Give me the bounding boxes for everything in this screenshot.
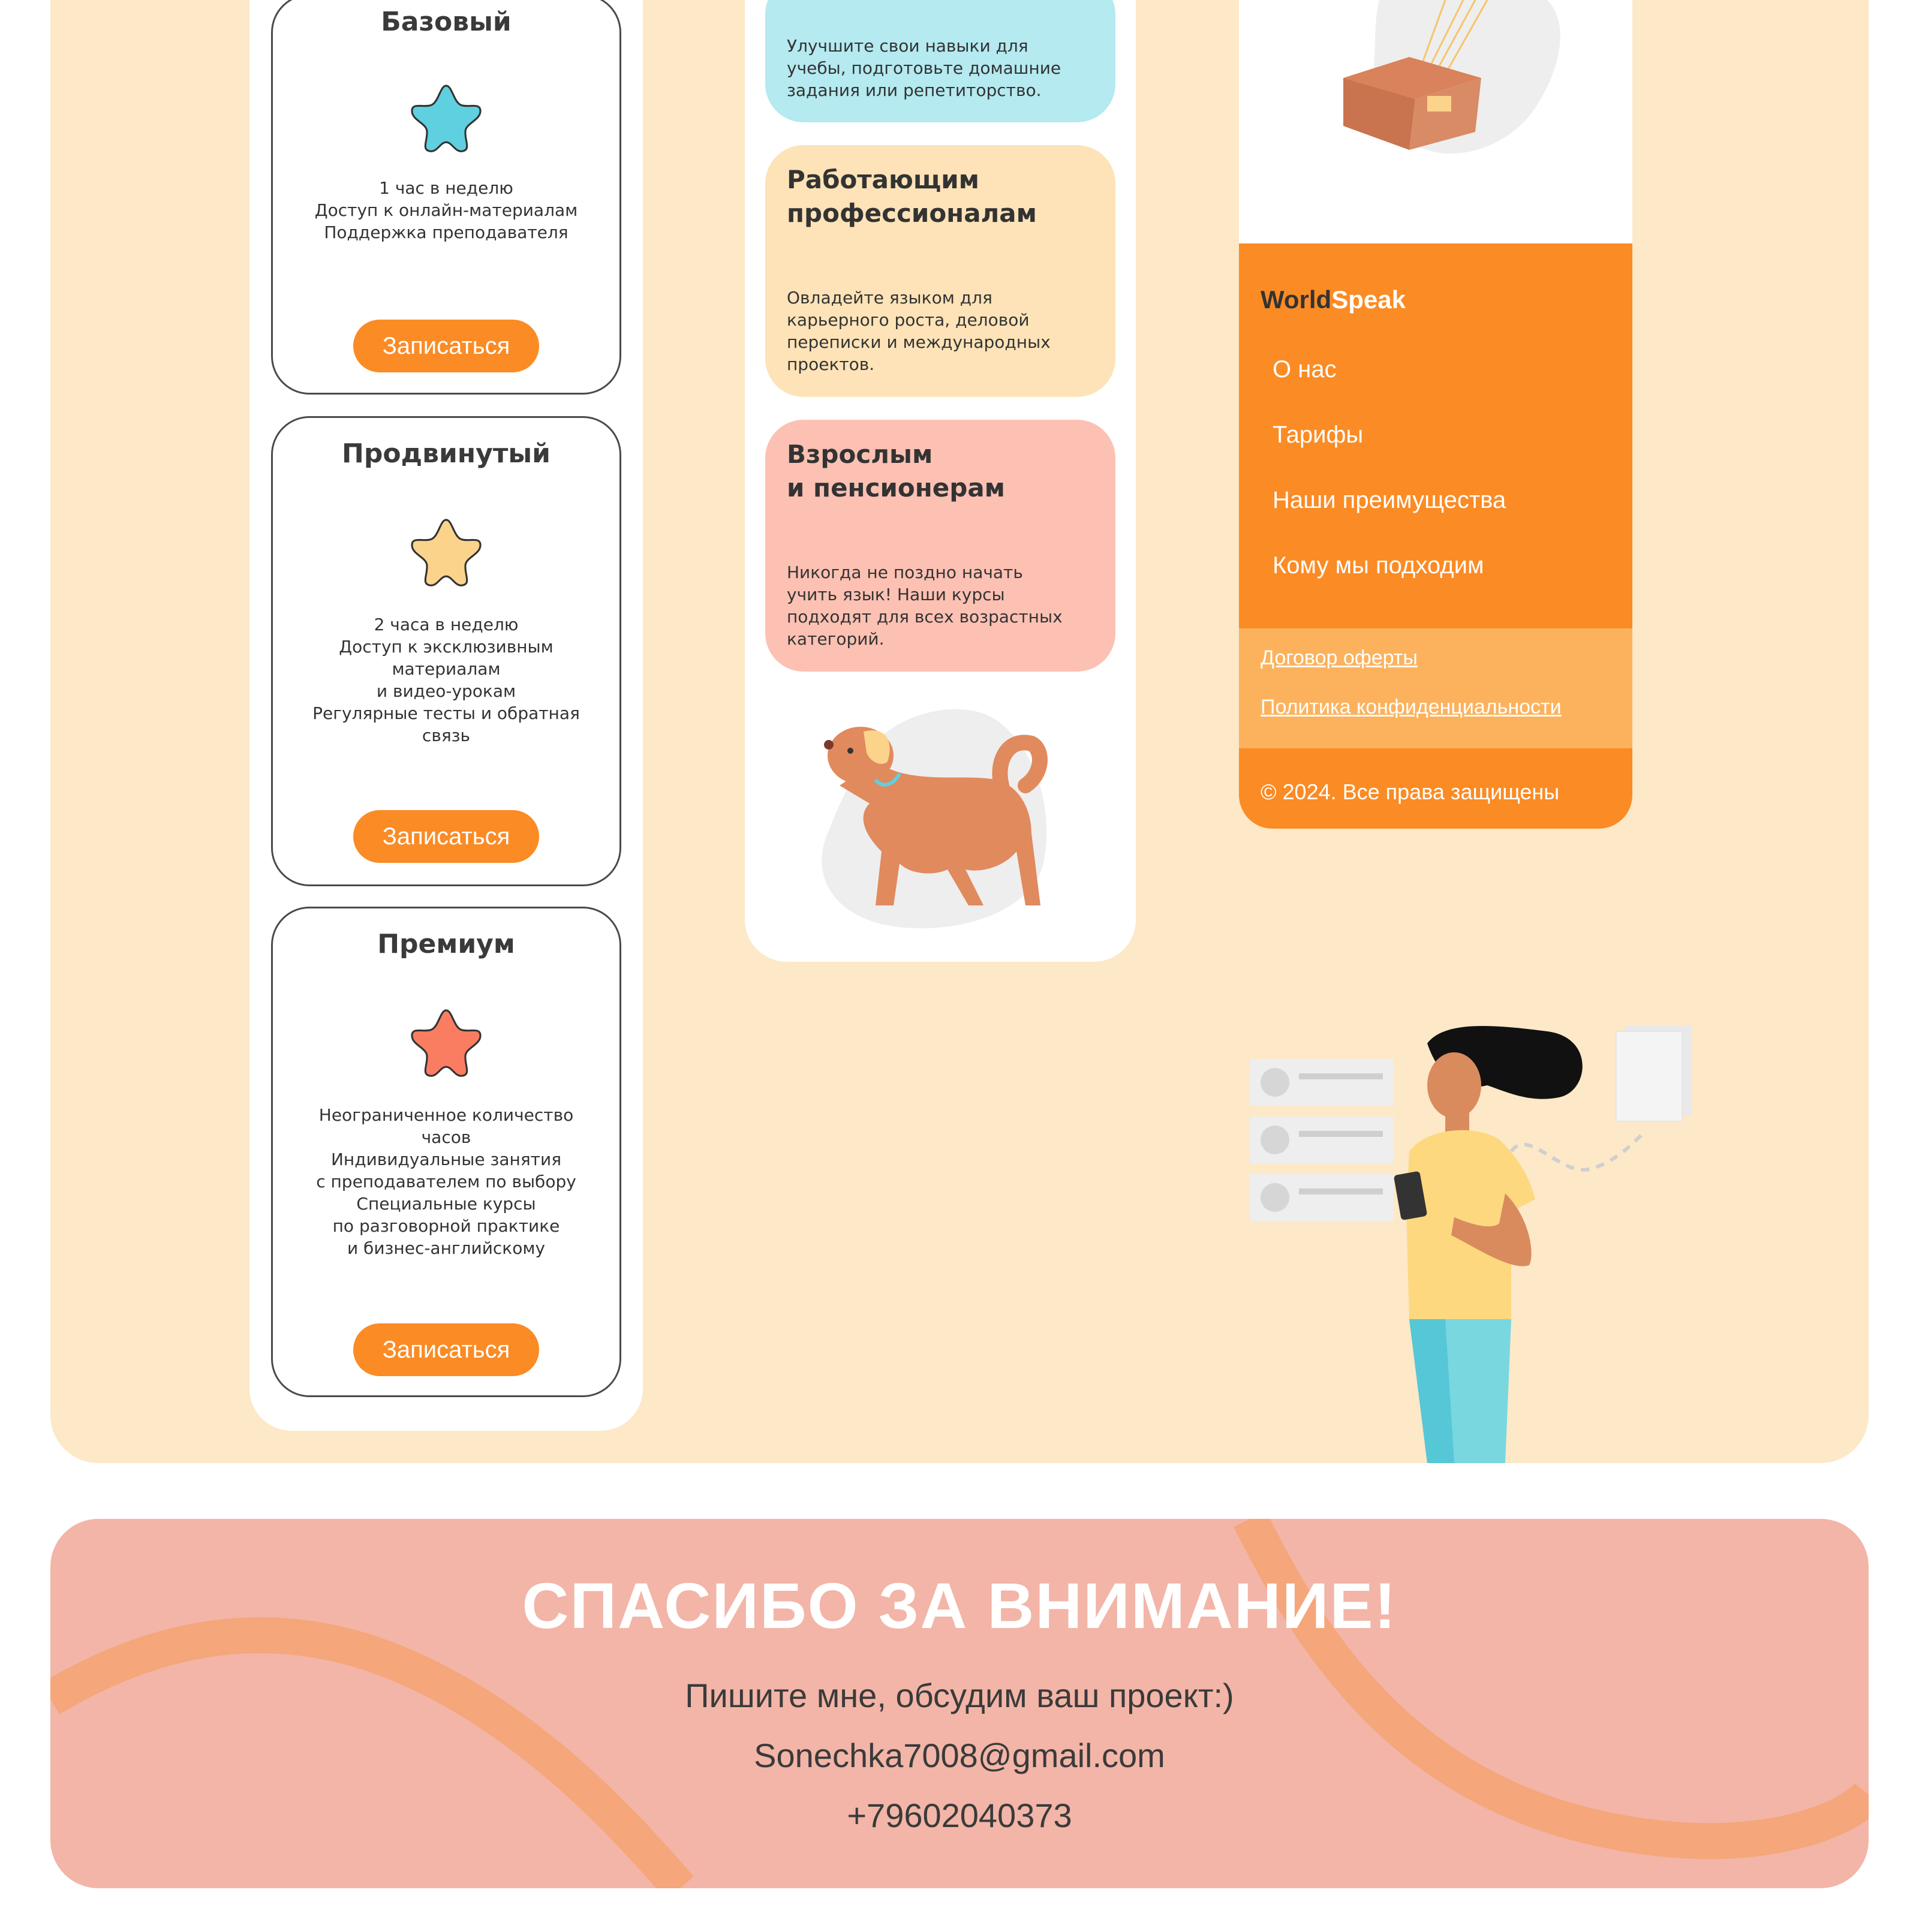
plan-features [309,1104,583,1259]
feature-line: связь [422,726,471,745]
nav-link-pricing[interactable]: Тарифы [1273,422,1364,448]
feature-line: 1 час в неделю [379,178,513,198]
nav-link-advantages[interactable]: Наши преимущества [1273,487,1506,513]
offer-agreement-link[interactable]: Договор оферты [1261,646,1418,669]
footer-nav [1239,243,1632,628]
audience-text-line: карьерного роста, деловой [787,310,1030,330]
audience-text-line: проектов. [787,354,875,374]
audience-text-line: Улучшите свои навыки для [787,36,1028,56]
audience-text-line: учить язык! Наши курсы [787,585,1005,604]
feature-line: по разговорной практике [332,1216,560,1236]
feature-line: и видео-урокам [376,681,516,701]
dog-eye [847,748,853,754]
feature-line: Неограниченное количество [318,1105,574,1125]
feature-line: Поддержка преподавателя [324,222,569,242]
audience-card-students [765,0,1115,122]
dog-illustration [804,696,1079,935]
woman-face [1427,1052,1481,1118]
parcel-illustration [1319,0,1571,180]
list-line [1299,1188,1383,1194]
plan-features [309,613,583,747]
audience-text-line: учебы, подготовьте домашние [787,58,1061,78]
nav-link-about[interactable]: О нас [1273,356,1337,383]
dotted-path [1511,1133,1643,1170]
thanks-panel [50,1519,1869,1888]
audience-text-line: переписки и международных [787,332,1051,352]
star-icon [409,80,483,154]
list-line [1299,1073,1383,1079]
feature-line: Регулярные тесты и обратная [312,703,580,723]
plan-card-advanced [271,416,621,886]
brand-logo[interactable] [1261,285,1406,314]
feature-line: 2 часа в неделю [374,615,519,634]
feature-line: Индивидуальные занятия [330,1149,562,1169]
audience-text-line: Никогда не поздно начать [787,562,1023,582]
feature-line: Специальные курсы [356,1194,536,1214]
star-icon [409,1004,483,1079]
thanks-heading: СПАСИБО ЗА ВНИМАНИЕ! [522,1569,1397,1642]
dog-nose [824,740,834,750]
plan-title: Продвинутый [342,438,551,469]
audience-title-line: профессионалам [787,198,1037,228]
star-icon [409,514,483,588]
feature-line: Доступ к эксклюзивным [339,637,554,657]
signup-button[interactable]: Записаться [353,320,539,372]
contact-email[interactable]: Sonechka7008@gmail.com [754,1737,1165,1774]
feature-line: с преподавателем по выбору [316,1172,576,1191]
plan-title: Базовый [381,7,512,37]
box-label [1427,96,1451,112]
audience-title-line: Работающим [787,165,980,194]
audience-text-line: подходят для всех возрастных [787,607,1063,627]
check-icon [1261,1068,1289,1097]
privacy-policy-link[interactable]: Политика конфиденциальности [1261,696,1562,718]
feature-line: и бизнес-английскому [347,1238,546,1258]
audience-text [787,287,1087,375]
document-icon [1616,1031,1682,1121]
star-shape [412,1010,480,1076]
audience-title [787,163,1099,230]
audience-text [787,35,1087,101]
star-shape [412,520,480,585]
feature-line: часов [421,1127,471,1147]
audience-text-line: категорий. [787,629,885,649]
signup-button[interactable]: Записаться [353,1323,539,1376]
audience-title-line: Взрослым [787,440,933,469]
audience-title [787,438,1099,505]
audience-text [787,561,1087,650]
footer-legal [1239,628,1632,748]
feature-line: материалам [392,659,501,679]
brand-logo-part1: World [1261,285,1332,314]
audience-text-line: Овладейте языком для [787,288,992,308]
contact-phone[interactable]: +79602040373 [847,1796,1072,1834]
audience-title-line: и пенсионерам [787,473,1005,502]
contact-invite: Пишите мне, обсудим ваш проект:) [685,1677,1234,1714]
woman-illustration [1247,1019,1703,1463]
woman-neck [1445,1109,1469,1133]
brand-logo-part2: Speak [1331,285,1406,314]
audience-card-adults [765,420,1115,672]
plan-card-basic [271,0,621,395]
signup-button[interactable]: Записаться [353,810,539,863]
footer-copyright-bar [1239,748,1632,829]
audience-text-line: задания или репетиторство. [787,80,1042,100]
check-icon [1261,1126,1289,1154]
check-icon [1261,1183,1289,1212]
star-shape [412,86,480,151]
plan-features [309,177,583,243]
nav-link-audience[interactable]: Кому мы подходим [1273,552,1484,579]
plan-card-premium [271,907,621,1397]
feature-line: Доступ к онлайн-материалам [314,200,578,220]
list-line [1299,1131,1383,1137]
plan-title: Премиум [377,929,515,959]
copyright-text: © 2024. Все права защищены [1261,780,1560,804]
audience-card-professionals [765,145,1115,397]
